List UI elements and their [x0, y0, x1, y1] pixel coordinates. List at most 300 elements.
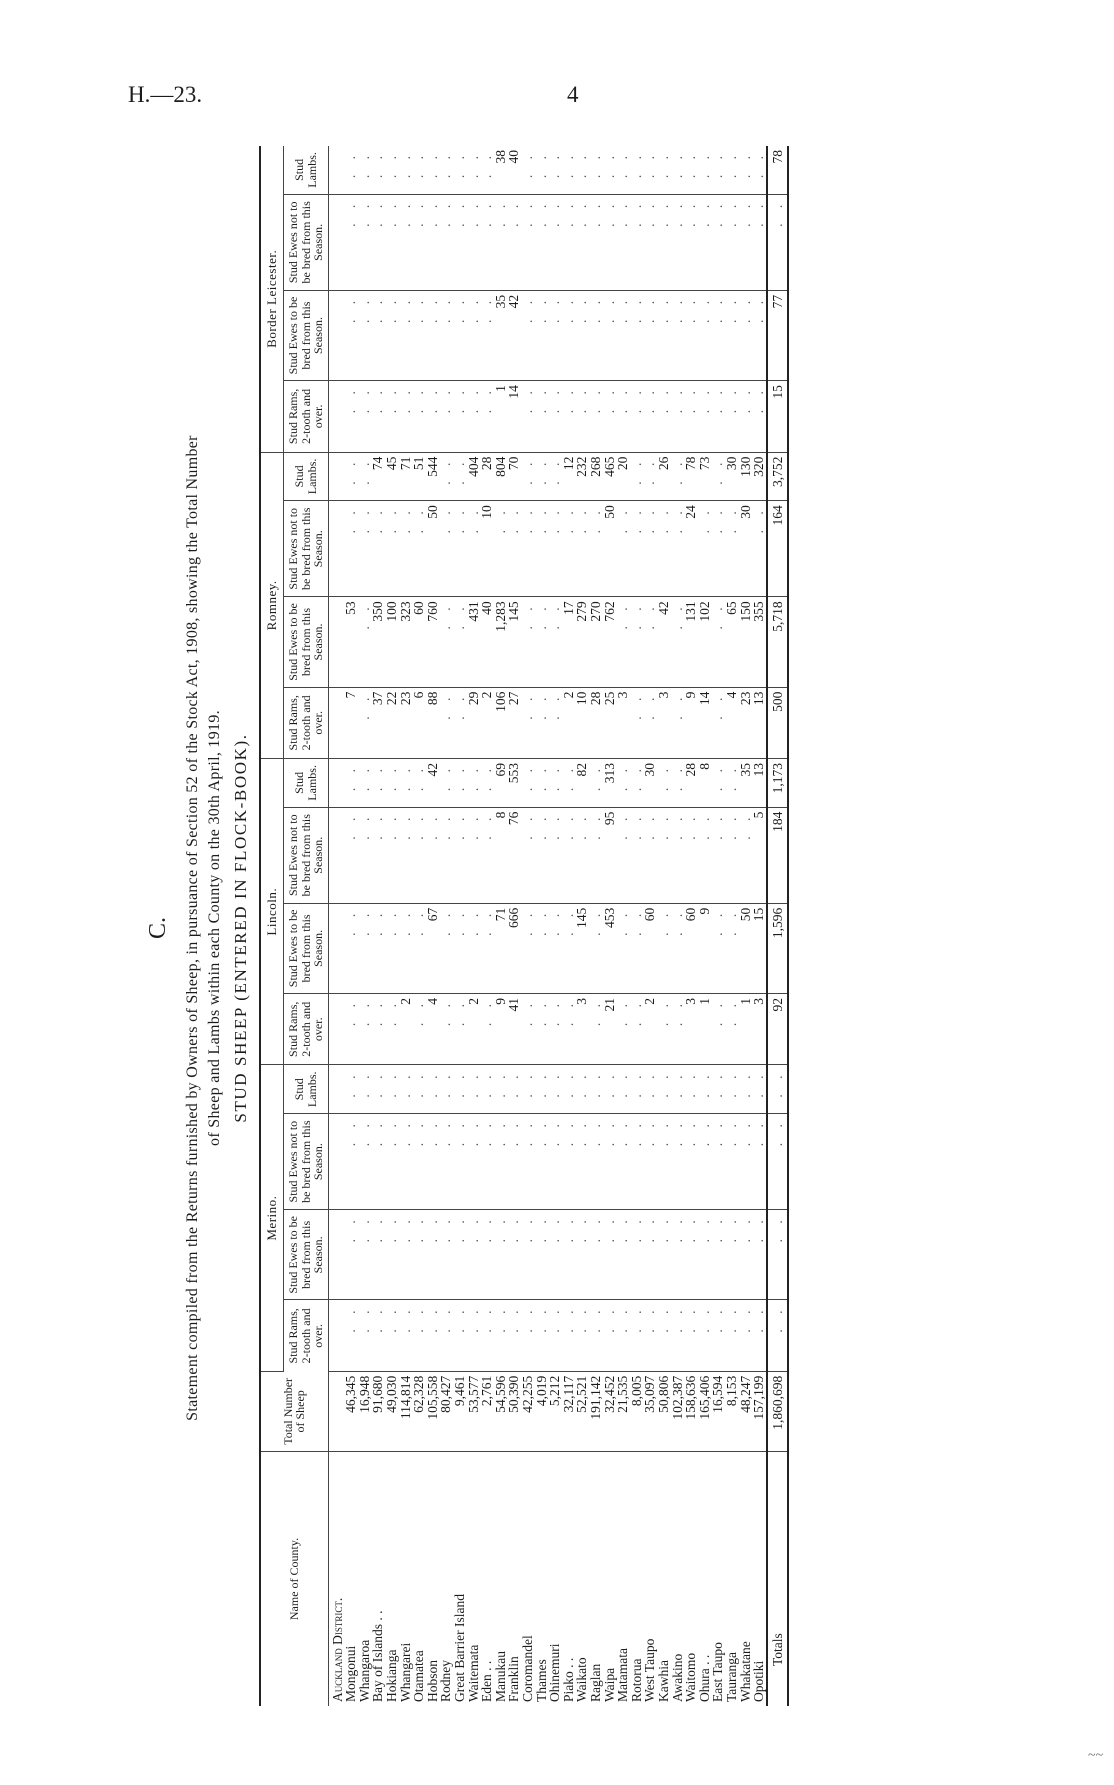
totals-romney-value: 5,718: [767, 597, 789, 687]
totals-romney-value: 500: [767, 687, 789, 758]
romney-value: . .: [725, 501, 739, 597]
merino-value: . .: [575, 1210, 589, 1300]
border-value: . .: [739, 146, 753, 194]
merino-value: . .: [480, 1210, 494, 1300]
romney-value: 804: [494, 452, 508, 501]
total-sheep-value: 50,390: [507, 1371, 521, 1451]
lincoln-value: 4: [426, 994, 440, 1065]
lincoln-value: . .: [711, 903, 725, 993]
merino-value: . .: [575, 1300, 589, 1371]
romney-value: . .: [358, 452, 372, 501]
lincoln-value: 5: [752, 807, 767, 903]
border-value: . .: [344, 194, 358, 290]
merino-value: . .: [657, 1114, 671, 1210]
merino-value: . .: [630, 1300, 644, 1371]
district-blank-cell: [328, 759, 344, 808]
border-value: . .: [535, 381, 549, 452]
romney-value: . .: [358, 597, 372, 687]
merino-value: . .: [507, 1114, 521, 1210]
lincoln-value: . .: [385, 759, 399, 808]
romney-value: 51: [412, 452, 426, 501]
merino-value: . .: [589, 1210, 603, 1300]
lincoln-value: 666: [507, 903, 521, 993]
lincoln-value: . .: [548, 903, 562, 993]
table-row: [711, 146, 725, 1706]
lincoln-value: 71: [494, 903, 508, 993]
table-row: [399, 146, 413, 1706]
merino-value: . .: [616, 1210, 630, 1300]
romney-value: 404: [467, 452, 481, 501]
border-value: . .: [616, 194, 630, 290]
romney-value: . .: [467, 501, 481, 597]
merino-value: . .: [385, 1300, 399, 1371]
total-sheep-value: 50,806: [657, 1371, 671, 1451]
merino-value: . .: [657, 1210, 671, 1300]
romney-value: . .: [630, 501, 644, 597]
total-sheep-value: 105,558: [426, 1371, 440, 1451]
total-sheep-value: 21,535: [616, 1371, 630, 1451]
subheader-merino-0: Stud Rams, 2-tooth and over.: [284, 1300, 329, 1371]
lincoln-value: . .: [521, 807, 535, 903]
border-value: 38: [494, 146, 508, 194]
border-value: . .: [657, 290, 671, 380]
district-blank-cell: [328, 1300, 344, 1371]
lincoln-value: . .: [399, 759, 413, 808]
lincoln-value: 313: [603, 759, 617, 808]
county-name: Great Barrier Island: [452, 1594, 468, 1702]
total-sheep-value: 165,406: [698, 1371, 712, 1451]
lincoln-value: 76: [507, 807, 521, 903]
district-blank-cell: [328, 1065, 344, 1114]
table-row: [630, 146, 644, 1706]
subheader-romney-0: Stud Rams, 2-tooth and over.: [284, 687, 329, 758]
lincoln-value: . .: [671, 759, 685, 808]
lincoln-value: . .: [358, 994, 372, 1065]
lincoln-value: . .: [439, 994, 453, 1065]
romney-value: 50: [603, 501, 617, 597]
total-sheep-value: 16,948: [358, 1371, 372, 1451]
border-value: . .: [684, 194, 698, 290]
county-name: Raglan: [587, 1663, 603, 1702]
romney-value: 42: [657, 597, 671, 687]
romney-value: 88: [426, 687, 440, 758]
border-value: . .: [467, 290, 481, 380]
merino-value: . .: [371, 1114, 385, 1210]
lincoln-value: 60: [684, 903, 698, 993]
total-sheep-value: 32,452: [603, 1371, 617, 1451]
romney-value: 73: [698, 452, 712, 501]
romney-value: 10: [575, 687, 589, 758]
merino-value: . .: [603, 1300, 617, 1371]
border-value: . .: [575, 290, 589, 380]
merino-value: . .: [399, 1210, 413, 1300]
statement-line-2: of Sheep and Lambs within each County on the 30th April, 1919.: [205, 710, 223, 1146]
romney-value: 40: [480, 597, 494, 687]
border-value: . .: [589, 194, 603, 290]
table-row: [385, 146, 399, 1706]
romney-value: 28: [589, 687, 603, 758]
lincoln-value: 82: [575, 759, 589, 808]
lincoln-value: 41: [507, 994, 521, 1065]
merino-value: . .: [467, 1114, 481, 1210]
table-body: [328, 146, 788, 1706]
lincoln-value: 1: [739, 994, 753, 1065]
border-value: . .: [521, 146, 535, 194]
merino-value: . .: [684, 1210, 698, 1300]
border-value: . .: [752, 381, 767, 452]
border-value: . .: [385, 290, 399, 380]
border-value: . .: [589, 381, 603, 452]
lincoln-value: 69: [494, 759, 508, 808]
lincoln-value: . .: [480, 994, 494, 1065]
district-blank-cell: [328, 903, 344, 993]
border-value: . .: [616, 381, 630, 452]
lincoln-value: 9: [494, 994, 508, 1065]
romney-value: 145: [507, 597, 521, 687]
border-value: . .: [535, 290, 549, 380]
county-name: Opotiki: [751, 1660, 767, 1702]
merino-value: . .: [698, 1114, 712, 1210]
romney-value: . .: [671, 452, 685, 501]
romney-value: . .: [521, 597, 535, 687]
romney-value: . .: [630, 597, 644, 687]
border-value: . .: [739, 381, 753, 452]
table-row: [344, 146, 358, 1706]
border-value: . .: [480, 146, 494, 194]
totals-sheep-value: 1,860,698: [767, 1371, 789, 1451]
subheader-merino-2: Stud Ewes not to be bred from this Season.: [284, 1114, 329, 1210]
romney-value: . .: [711, 687, 725, 758]
romney-value: . .: [535, 597, 549, 687]
table-row: [548, 146, 562, 1706]
border-value: . .: [684, 290, 698, 380]
merino-value: . .: [589, 1065, 603, 1114]
merino-value: . .: [671, 1210, 685, 1300]
border-value: . .: [603, 194, 617, 290]
lincoln-value: 8: [698, 759, 712, 808]
lincoln-value: 60: [643, 903, 657, 993]
totals-border-value: 77: [767, 290, 789, 380]
merino-value: . .: [684, 1065, 698, 1114]
lincoln-value: . .: [535, 759, 549, 808]
merino-value: . .: [480, 1065, 494, 1114]
county-name: Waipa: [601, 1667, 617, 1702]
border-value: . .: [412, 290, 426, 380]
border-value: . .: [439, 381, 453, 452]
lincoln-value: 453: [603, 903, 617, 993]
romney-value: 431: [467, 597, 481, 687]
border-value: . .: [385, 381, 399, 452]
border-value: . .: [480, 381, 494, 452]
border-value: . .: [548, 290, 562, 380]
border-value: . .: [426, 146, 440, 194]
merino-value: . .: [412, 1300, 426, 1371]
border-value: . .: [698, 381, 712, 452]
border-value: . .: [426, 194, 440, 290]
romney-value: 350: [371, 597, 385, 687]
romney-value: . .: [439, 597, 453, 687]
lincoln-value: . .: [385, 994, 399, 1065]
romney-value: 14: [698, 687, 712, 758]
border-value: . .: [371, 381, 385, 452]
county-name: Mongonui: [343, 1645, 359, 1702]
merino-value: . .: [412, 1114, 426, 1210]
border-value: . .: [657, 381, 671, 452]
county-name: Franklin: [506, 1656, 522, 1702]
rotated-page-content: [135, 138, 1065, 1718]
border-value: . .: [684, 146, 698, 194]
table-row: [426, 146, 440, 1706]
lincoln-value: . .: [371, 903, 385, 993]
district-label: Auckland District.: [329, 1597, 345, 1702]
border-value: . .: [535, 146, 549, 194]
border-value: . .: [575, 146, 589, 194]
merino-value: . .: [358, 1114, 372, 1210]
lincoln-value: . .: [657, 903, 671, 993]
total-sheep-value: 4,019: [535, 1371, 549, 1451]
romney-value: 270: [589, 597, 603, 687]
border-value: . .: [698, 146, 712, 194]
border-value: . .: [412, 146, 426, 194]
romney-value: 25: [603, 687, 617, 758]
district-blank-cell: [328, 1371, 344, 1451]
romney-value: . .: [521, 687, 535, 758]
romney-value: . .: [371, 501, 385, 597]
merino-value: . .: [358, 1210, 372, 1300]
lincoln-value: 13: [752, 759, 767, 808]
lincoln-value: . .: [589, 903, 603, 993]
lincoln-value: . .: [671, 994, 685, 1065]
border-value: . .: [371, 194, 385, 290]
border-value: . .: [467, 194, 481, 290]
romney-value: . .: [521, 501, 535, 597]
merino-value: . .: [603, 1065, 617, 1114]
lincoln-value: . .: [344, 759, 358, 808]
border-value: . .: [453, 146, 467, 194]
merino-value: . .: [453, 1065, 467, 1114]
totals-lincoln-value: 1,173: [767, 759, 789, 808]
total-sheep-value: 42,255: [521, 1371, 535, 1451]
border-value: . .: [698, 290, 712, 380]
border-value: . .: [399, 146, 413, 194]
statement-heading: [182, 138, 225, 1718]
total-sheep-value: 80,427: [439, 1371, 453, 1451]
romney-value: . .: [358, 501, 372, 597]
totals-romney-value: 3,752: [767, 452, 789, 501]
lincoln-value: . .: [725, 903, 739, 993]
merino-value: . .: [698, 1300, 712, 1371]
subheader-romney-2: Stud Ewes not to be bred from this Season.: [284, 501, 329, 597]
merino-value: . .: [507, 1300, 521, 1371]
table-row: [657, 146, 671, 1706]
merino-value: . .: [399, 1300, 413, 1371]
lincoln-value: 35: [739, 759, 753, 808]
romney-value: 150: [739, 597, 753, 687]
table-row: [725, 146, 739, 1706]
romney-value: . .: [344, 452, 358, 501]
table-row: [643, 146, 657, 1706]
county-name: Coromandel: [520, 1635, 535, 1702]
totals-row: [767, 146, 789, 1706]
merino-value: . .: [439, 1300, 453, 1371]
romney-value: . .: [507, 501, 521, 597]
merino-value: . .: [344, 1065, 358, 1114]
lincoln-value: . .: [630, 994, 644, 1065]
merino-value: . .: [399, 1065, 413, 1114]
breed-header-romney: Romney.: [260, 452, 284, 758]
table-row: [698, 146, 712, 1706]
merino-value: . .: [507, 1210, 521, 1300]
total-sheep-value: 158,636: [684, 1371, 698, 1451]
romney-value: 100: [385, 597, 399, 687]
border-value: . .: [467, 146, 481, 194]
subheader-border-2: Stud Ewes not to be bred from this Season.: [284, 194, 329, 290]
lincoln-value: . .: [535, 994, 549, 1065]
romney-value: 45: [385, 452, 399, 501]
subheader-merino-1: Stud Ewes to be bred from this Season.: [284, 1210, 329, 1300]
border-value: . .: [507, 194, 521, 290]
lincoln-value: 3: [752, 994, 767, 1065]
lincoln-value: . .: [439, 759, 453, 808]
border-value: . .: [358, 381, 372, 452]
border-value: 35: [494, 290, 508, 380]
merino-value: . .: [698, 1065, 712, 1114]
border-value: . .: [562, 381, 576, 452]
border-value: . .: [671, 381, 685, 452]
lincoln-value: . .: [739, 807, 753, 903]
merino-value: . .: [412, 1065, 426, 1114]
romney-value: . .: [562, 501, 576, 597]
lincoln-value: 50: [739, 903, 753, 993]
romney-value: 762: [603, 597, 617, 687]
table-row: [671, 146, 685, 1706]
table-head: [260, 146, 328, 1706]
merino-value: . .: [535, 1300, 549, 1371]
total-sheep-value: 62,328: [412, 1371, 426, 1451]
romney-value: 29: [467, 687, 481, 758]
romney-value: 78: [684, 452, 698, 501]
merino-value: . .: [385, 1210, 399, 1300]
lincoln-value: . .: [521, 994, 535, 1065]
romney-value: . .: [548, 597, 562, 687]
lincoln-value: . .: [616, 759, 630, 808]
romney-value: . .: [698, 501, 712, 597]
totals-merino-value: . .: [767, 1065, 789, 1114]
merino-value: . .: [453, 1210, 467, 1300]
border-value: . .: [548, 194, 562, 290]
border-value: . .: [643, 146, 657, 194]
border-value: . .: [562, 146, 576, 194]
romney-value: . .: [453, 597, 467, 687]
romney-value: . .: [412, 501, 426, 597]
border-value: . .: [521, 290, 535, 380]
romney-value: . .: [671, 501, 685, 597]
romney-value: 4: [725, 687, 739, 758]
merino-value: . .: [412, 1210, 426, 1300]
romney-value: 6: [412, 687, 426, 758]
stud-sheep-table: [259, 146, 789, 1706]
merino-value: . .: [494, 1114, 508, 1210]
lincoln-value: . .: [657, 807, 671, 903]
romney-value: 279: [575, 597, 589, 687]
border-value: . .: [344, 381, 358, 452]
lincoln-value: 67: [426, 903, 440, 993]
merino-value: . .: [535, 1210, 549, 1300]
report-reference: H.—23.: [128, 82, 203, 107]
lincoln-value: . .: [711, 807, 725, 903]
merino-value: . .: [630, 1210, 644, 1300]
merino-value: . .: [603, 1114, 617, 1210]
romney-value: 544: [426, 452, 440, 501]
merino-value: . .: [385, 1114, 399, 1210]
merino-value: . .: [752, 1300, 767, 1371]
romney-value: . .: [453, 687, 467, 758]
merino-value: . .: [739, 1114, 753, 1210]
county-name: Rotorua: [628, 1658, 644, 1702]
county-name: Waitomo: [683, 1652, 699, 1702]
lincoln-value: . .: [439, 807, 453, 903]
merino-value: . .: [548, 1114, 562, 1210]
romney-value: . .: [358, 687, 372, 758]
merino-value: . .: [643, 1300, 657, 1371]
lincoln-value: . .: [562, 903, 576, 993]
border-value: . .: [698, 194, 712, 290]
totals-border-value: 15: [767, 381, 789, 452]
district-blank-cell: [328, 687, 344, 758]
border-value: . .: [344, 290, 358, 380]
table-row: [412, 146, 426, 1706]
romney-value: 3: [616, 687, 630, 758]
lincoln-value: 9: [698, 903, 712, 993]
lincoln-value: 15: [752, 903, 767, 993]
lincoln-value: 2: [643, 994, 657, 1065]
border-value: . .: [385, 194, 399, 290]
romney-value: . .: [671, 687, 685, 758]
border-value: . .: [371, 290, 385, 380]
romney-value: 22: [385, 687, 399, 758]
merino-value: . .: [589, 1114, 603, 1210]
romney-value: 130: [739, 452, 753, 501]
district-blank-cell: [328, 381, 344, 452]
border-value: 40: [507, 146, 521, 194]
merino-value: . .: [562, 1065, 576, 1114]
merino-value: . .: [739, 1065, 753, 1114]
totals-lincoln-value: 92: [767, 994, 789, 1065]
table-row: [467, 146, 481, 1706]
merino-value: . .: [494, 1300, 508, 1371]
lincoln-value: . .: [657, 994, 671, 1065]
totals-merino-value: . .: [767, 1114, 789, 1210]
page-number: 4: [567, 82, 579, 107]
merino-value: . .: [535, 1114, 549, 1210]
merino-value: . .: [358, 1065, 372, 1114]
border-value: . .: [371, 146, 385, 194]
total-sheep-value: 2,761: [480, 1371, 494, 1451]
border-value: . .: [426, 290, 440, 380]
county-name: Thames: [533, 1659, 549, 1702]
lincoln-value: . .: [657, 759, 671, 808]
merino-value: . .: [684, 1114, 698, 1210]
merino-value: . .: [616, 1300, 630, 1371]
county-name: Whangaroa: [356, 1639, 372, 1702]
romney-value: 24: [684, 501, 698, 597]
lincoln-value: . .: [453, 994, 467, 1065]
border-value: . .: [453, 381, 467, 452]
lincoln-value: . .: [548, 994, 562, 1065]
border-value: . .: [344, 146, 358, 194]
table-row: [739, 146, 753, 1706]
border-value: . .: [603, 381, 617, 452]
